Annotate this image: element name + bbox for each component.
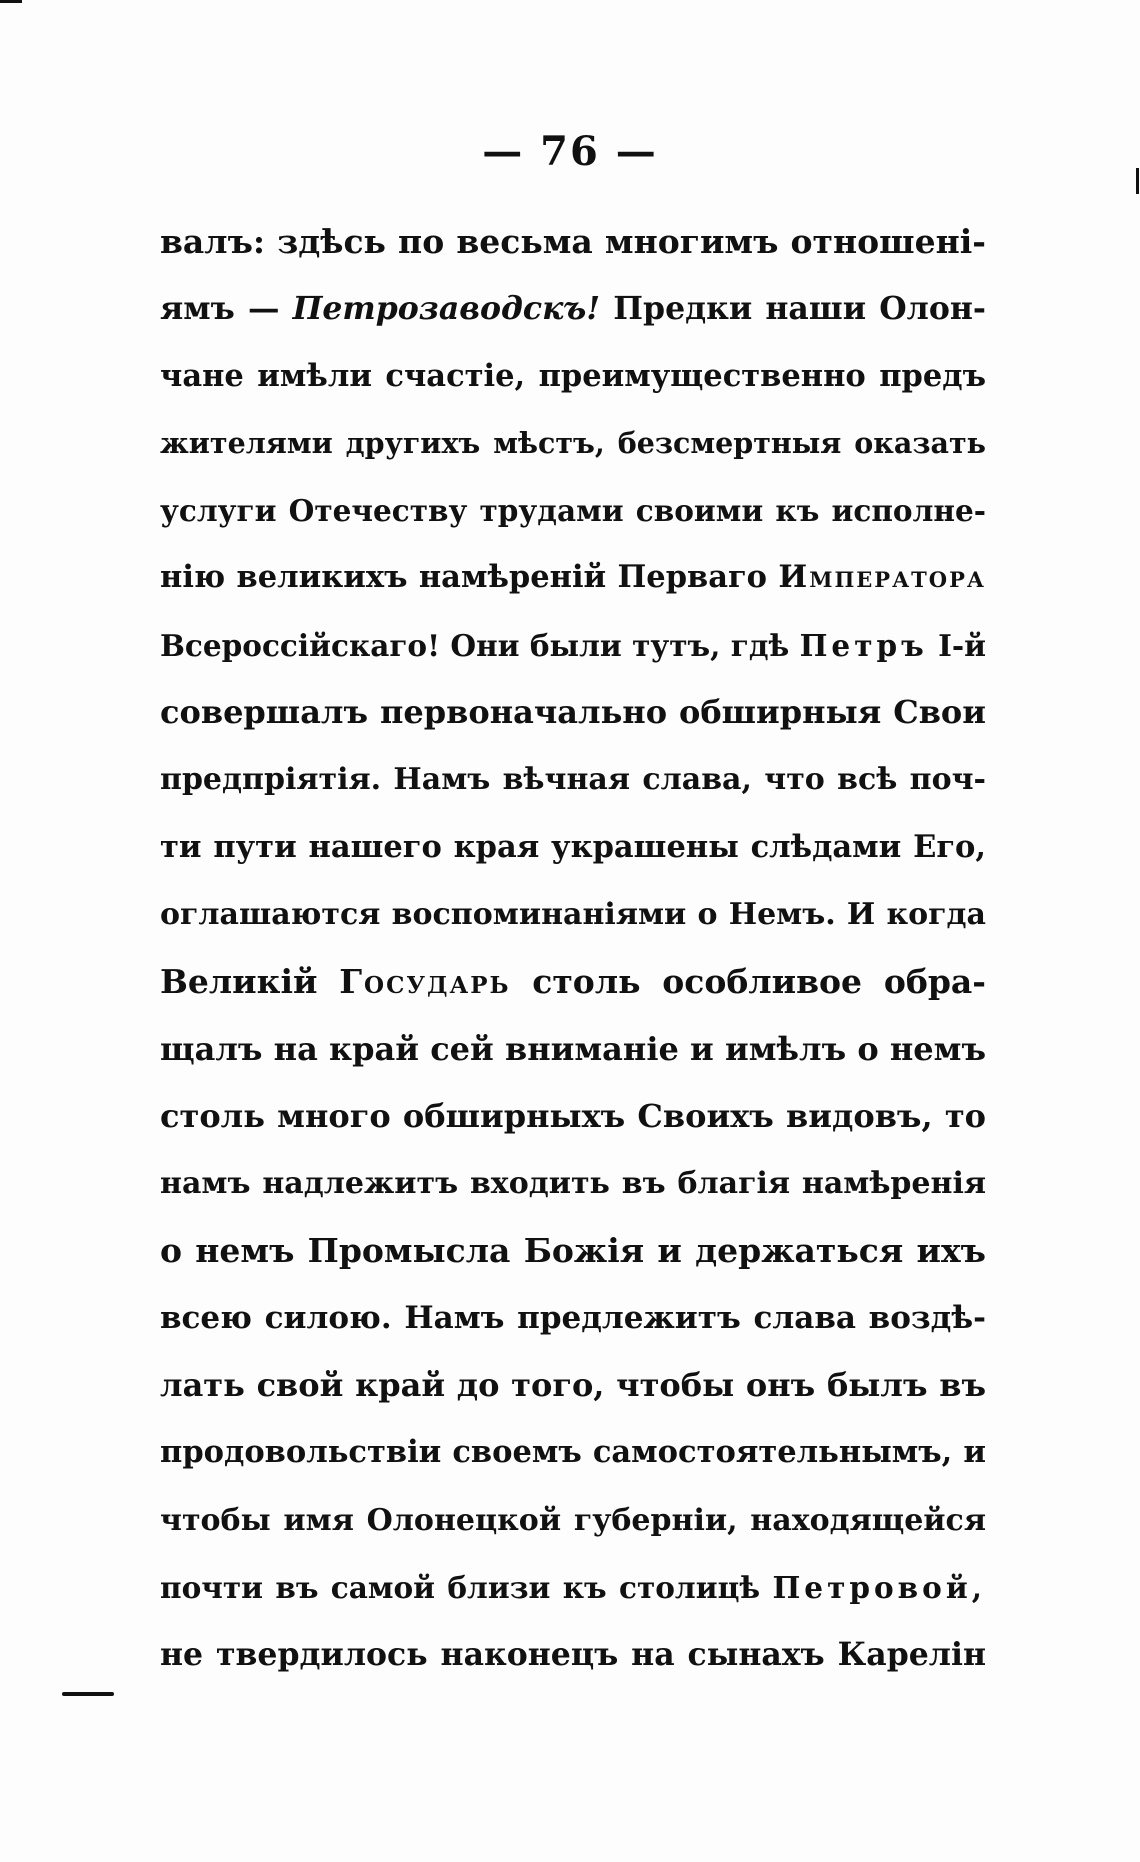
text-line bbox=[160, 1487, 986, 1554]
text-run: Петрозаводскъ! bbox=[292, 290, 601, 328]
text-run: Императора bbox=[778, 559, 986, 596]
text-run: Государь bbox=[339, 962, 511, 1002]
text-run: Петръ bbox=[799, 627, 928, 663]
text-line bbox=[160, 679, 986, 746]
text-line bbox=[160, 544, 986, 611]
body-text bbox=[160, 208, 986, 1689]
margin-dash-mark bbox=[62, 1692, 114, 1696]
text-line bbox=[160, 1083, 986, 1150]
text-run: лать свой край до того, чтобы онъ былъ въ bbox=[160, 1366, 986, 1405]
text-line bbox=[160, 612, 986, 679]
text-run: чтобы имя Олонецкой губерніи, находящейся bbox=[160, 1502, 986, 1538]
text-line bbox=[160, 1419, 986, 1486]
text-run: столь много обширныхъ Своихъ видовъ, то bbox=[160, 1096, 986, 1135]
text-line bbox=[160, 208, 986, 275]
text-run: о немъ Промысла Божія и держаться ихъ bbox=[160, 1231, 986, 1271]
text-line bbox=[160, 1352, 986, 1419]
text-line bbox=[160, 746, 986, 813]
text-run: чане имѣли счастіе, преимущественно предъ bbox=[160, 357, 986, 394]
text-run: совершалъ первоначально обширныя Свои bbox=[160, 693, 986, 732]
text-run: предпріятія. Намъ вѣчная слава, что всѣ поч- bbox=[160, 762, 986, 798]
text-run: Предки наши Олон- bbox=[600, 290, 987, 328]
text-run: Всероссійскаго! Они были тутъ, гдѣ bbox=[160, 627, 800, 663]
text-run: продовольствіи своемъ самостоятельнымъ, и bbox=[160, 1434, 986, 1471]
text-run: I-й bbox=[927, 627, 986, 663]
text-run: оглашаются воспоминаніями о Немъ. И когда bbox=[160, 896, 986, 932]
text-line bbox=[160, 410, 986, 477]
text-run: Великій bbox=[160, 962, 340, 1002]
text-run: почти въ самой близи къ столицѣ bbox=[160, 1569, 773, 1605]
text-run: не твердилось наконецъ на сынахъ Карелін bbox=[160, 1636, 986, 1674]
page-number: — 76 — bbox=[482, 128, 658, 175]
text-line bbox=[160, 343, 986, 410]
text-line bbox=[160, 1217, 986, 1284]
text-run: жителями другихъ мѣстъ, безсмертныя оказать bbox=[160, 425, 986, 460]
text-run: намъ надлежитъ входить въ благія намѣренія bbox=[160, 1166, 986, 1202]
text-line bbox=[160, 1285, 986, 1352]
text-run: нію великихъ намѣреній Перваго bbox=[160, 559, 779, 596]
text-line bbox=[160, 1016, 986, 1083]
text-line bbox=[160, 948, 986, 1015]
text-run: ти пути нашего края украшены слѣдами Его, bbox=[160, 828, 986, 865]
text-run: ямъ — bbox=[160, 290, 293, 328]
text-run: валъ: здѣсь по весьма многимъ отношені- bbox=[160, 222, 986, 261]
text-line bbox=[160, 881, 986, 948]
text-run: столь особливое обра- bbox=[510, 962, 986, 1002]
text-line bbox=[160, 1554, 986, 1621]
text-run: услуги Отечеству трудами своими къ исполне- bbox=[160, 493, 986, 529]
text-run: всею силою. Намъ предлежитъ слава воздѣ- bbox=[160, 1299, 986, 1336]
text-line bbox=[160, 814, 986, 881]
text-run: щалъ на край сей вниманіе и имѣлъ о немъ bbox=[160, 1029, 986, 1068]
text-line bbox=[160, 1150, 986, 1217]
text-run: Петровой, bbox=[772, 1569, 986, 1605]
text-line bbox=[160, 275, 986, 342]
scan-corner-mark bbox=[0, 0, 22, 3]
text-line bbox=[160, 1621, 986, 1688]
text-line bbox=[160, 477, 986, 544]
